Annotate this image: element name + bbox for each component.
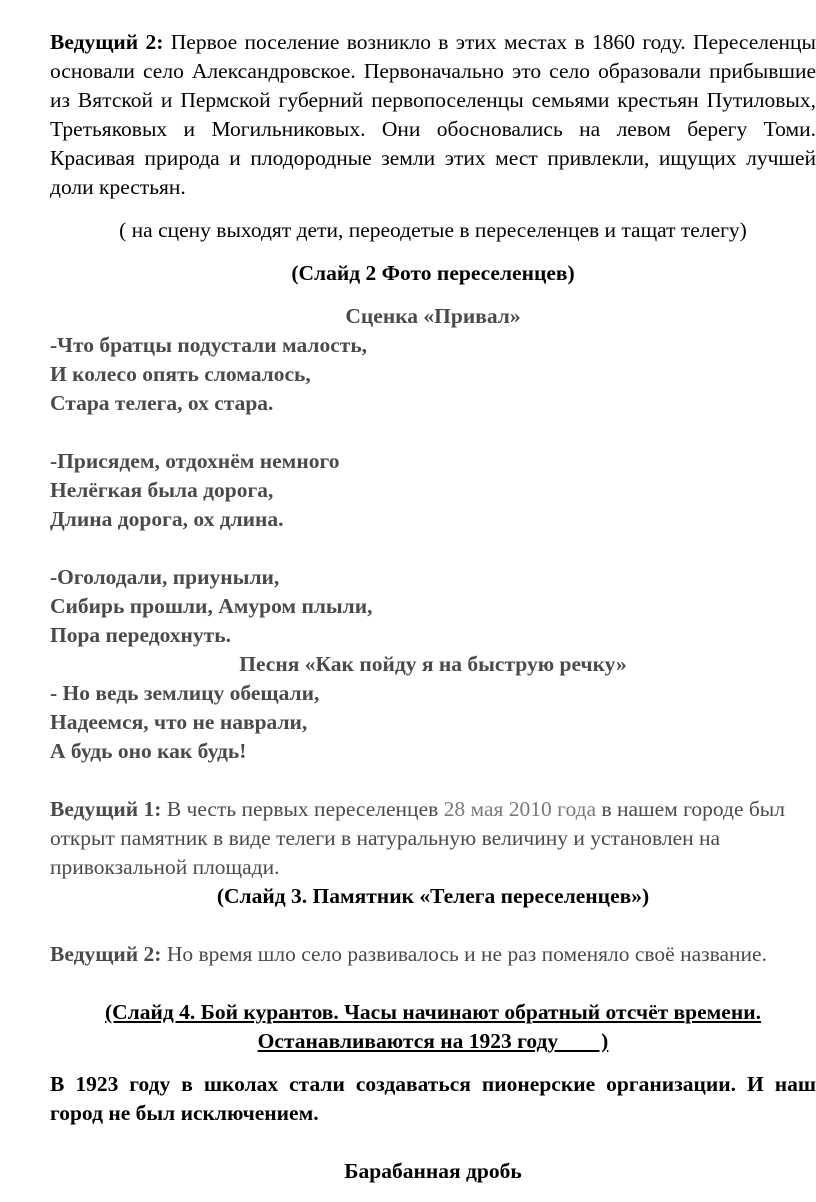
paragraph-host2-name [50,940,816,969]
verse-line: -Что братцы подустали малость, [50,333,368,357]
verse-line: Нелёгкая была дорога, [50,478,274,502]
verse-line: -Присядем, отдохнём немного [50,449,340,473]
verse-line: А будь оно как будь! [50,739,247,763]
document-page [50,28,816,1186]
verse-line: Стара телега, ох стара. [50,391,274,415]
paragraph-pioneers: В 1923 году в школах стали создаваться пионерские организации. И наш город не был исключением. [50,1072,816,1125]
paragraph-text: В честь первых переселенцев [166,797,439,821]
drum-roll-heading: Барабанная дробь [344,1159,522,1183]
speaker-label: Ведущий 2: [50,942,162,966]
verse-line: Длина дорога, ох длина. [50,507,284,531]
paragraph-host1-monument [50,795,816,882]
verse-line: -Оголодали, приуныли, [50,565,280,589]
slide-3-heading: (Слайд 3. Памятник «Телега переселенцев») [216,884,650,908]
verse-line: - Но ведь землицу обещали, [50,681,320,705]
verse-line: Пора передохнуть. [50,623,231,647]
verse-line: Надеемся, что не наврали, [50,710,308,734]
paragraph-host2-settlement [50,28,816,202]
paragraph-text: Первое поселение возникло в этих местах в 1860 году. Переселенцы основали село Александровское. Первоначально это село образовали прибывшие из Вятской и Пермской губерний первопоселенцы семьями крестьян Путиловых, Третьяковых и Могильниковых. Они обосновались на левом берегу Томи. Красивая природа и плодородные земли этих мест привлекли, ищущих лучшей доли крестьян. [50,30,816,199]
song-title: Песня «Как пойду я на быструю речку» [239,652,627,676]
scene-title: Сценка «Привал» [345,304,521,328]
slide-4-heading-line2: Останавливаются на 1923 году ) [257,1029,609,1053]
stage-direction: ( на сцену выходят дети, переодетые в переселенцев и тащат телегу) [119,218,747,242]
verse-line: Сибирь прошли, Амуром плыли, [50,594,373,618]
speaker-label: Ведущий 2: [50,30,164,54]
slide-4-heading-line1: (Слайд 4. Бой курантов. Часы начинают обратный отсчёт времени. [105,1000,761,1024]
paragraph-text: в нашем городе был открыт памятник в виде телеги в натуральную величину и установлен на привокзальной площади. [50,797,785,879]
paragraph-text: Но время шло село развивалось и не раз поменяло своё название. [166,942,767,966]
slide-2-heading: (Слайд 2 Фото переселенцев) [291,261,575,285]
speaker-label: Ведущий 1: [50,797,162,821]
monument-date: 28 мая 2010 года [443,797,597,821]
verse-line: И колесо опять сломалось, [50,362,311,386]
